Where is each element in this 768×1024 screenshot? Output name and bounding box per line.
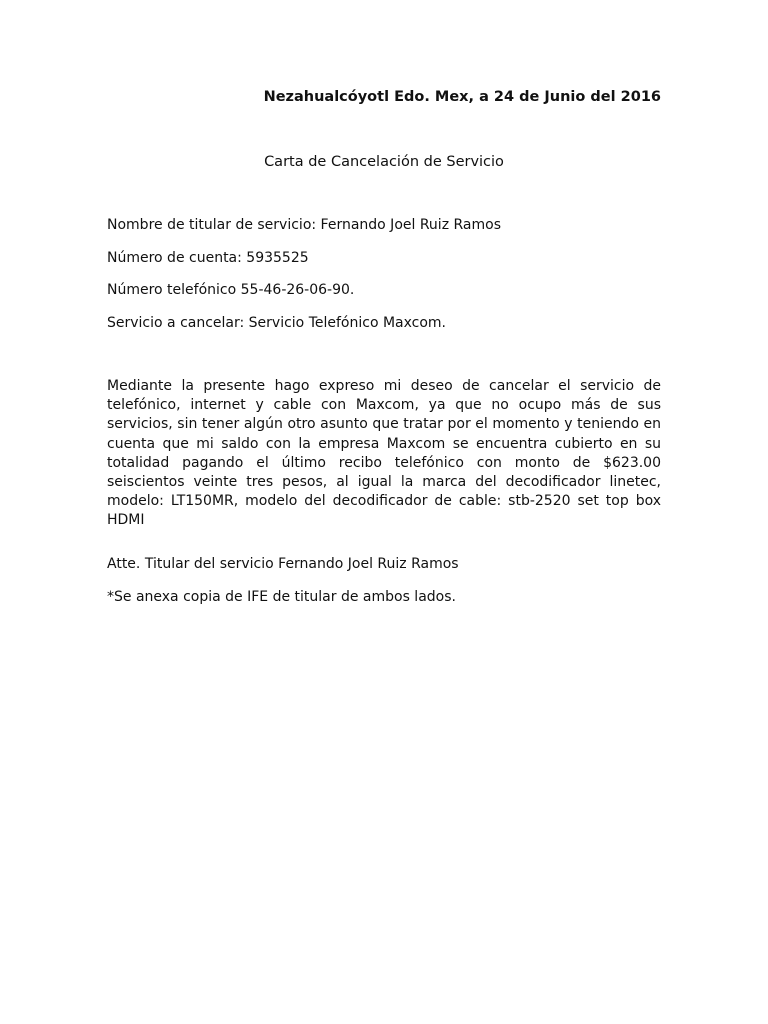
attachment-note: *Se anexa copia de IFE de titular de ambos lados. — [107, 589, 456, 605]
closing-signature-line: Atte. Titular del servicio Fernando Joel Ruiz Ramos — [107, 556, 459, 572]
letter-body-paragraph: Mediante la presente hago expreso mi deseo de cancelar el servicio de telefónico, internet y cable con Maxcom, ya que no ocupo más de sus servicios, sin tener algún otro asunto que tratar por el momento y teniendo en cuenta que mi saldo con la empresa Maxcom se encuentra cubierto en su totalidad pagando el último recibo telefónico con monto de $623.00 seiscientos veinte tres pesos, al igual la marca del decodificador linetec, modelo: LT150MR, modelo del decodificador de cable: stb-2520 set top box HDMI — [107, 378, 661, 529]
account-holder-field: Nombre de titular de servicio: Fernando Joel Ruiz Ramos — [107, 217, 501, 233]
letter-title: Carta de Cancelación de Servicio — [264, 154, 504, 170]
date-line: Nezahualcóyotl Edo. Mex, a 24 de Junio del 2016 — [263, 89, 661, 105]
service-to-cancel-field: Servicio a cancelar: Servicio Telefónico Maxcom. — [107, 315, 447, 331]
account-number-field: Número de cuenta: 5935525 — [107, 250, 309, 266]
phone-number-field: Número telefónico 55-46-26-06-90. — [107, 282, 355, 298]
